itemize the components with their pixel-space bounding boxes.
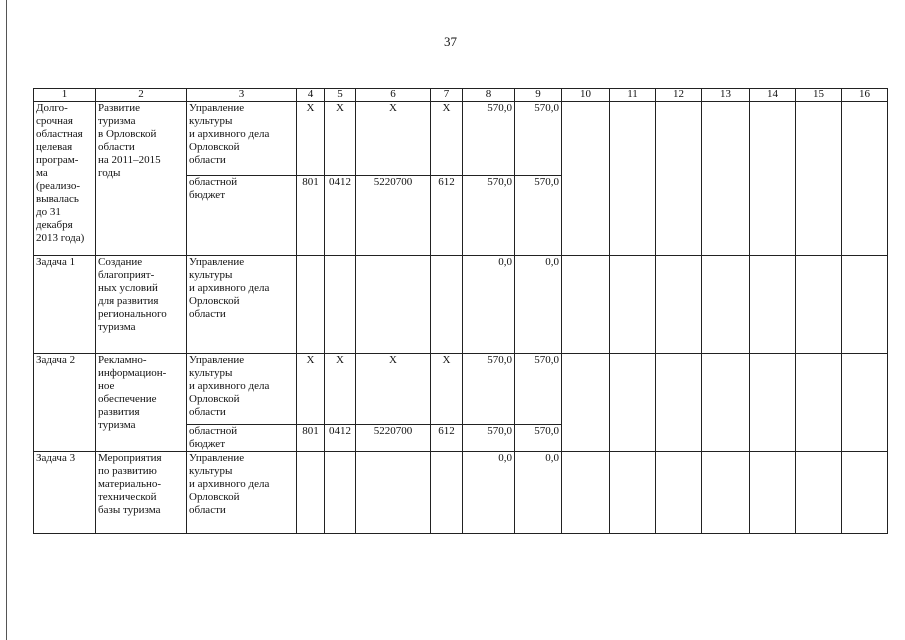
table-row [34, 256, 888, 354]
col-header: 2 [96, 89, 187, 102]
row-title: Мероприятия по развитию материально- технической базы туризма [96, 452, 187, 534]
responsible-cell: Управление культуры и архивного дела Орловской области [187, 256, 297, 354]
header-row [34, 89, 888, 102]
col-header: 5 [325, 89, 356, 102]
cell [610, 102, 656, 256]
col-header: 11 [610, 89, 656, 102]
cell [750, 452, 796, 534]
cell [610, 354, 656, 452]
row-label: Задача 3 [34, 452, 96, 534]
cell: 801 [297, 176, 325, 256]
row-label: Долго- срочная областная целевая програм- ма (реализо- вывалась до 31 декабря 2013 года) [34, 102, 96, 256]
cell: 570,0 [515, 354, 562, 425]
table-row [34, 354, 888, 425]
col-header: 9 [515, 89, 562, 102]
col-header: 15 [796, 89, 842, 102]
col-header: 1 [34, 89, 96, 102]
cell: Х [356, 354, 431, 425]
cell [610, 452, 656, 534]
row-label: Задача 1 [34, 256, 96, 354]
cell: Х [431, 354, 463, 425]
page-left-border [6, 0, 7, 640]
cell [702, 256, 750, 354]
cell [656, 452, 702, 534]
cell [750, 256, 796, 354]
row-title: Рекламно- информацион- ное обеспечение развития туризма [96, 354, 187, 452]
col-header: 4 [297, 89, 325, 102]
cell: 570,0 [463, 176, 515, 256]
cell [297, 256, 325, 354]
cell [325, 256, 356, 354]
col-header: 16 [842, 89, 888, 102]
cell: Х [356, 102, 431, 176]
cell [656, 256, 702, 354]
cell [356, 256, 431, 354]
cell: 570,0 [515, 425, 562, 452]
cell [325, 452, 356, 534]
cell [842, 452, 888, 534]
cell [562, 102, 610, 256]
row-label: Задача 2 [34, 354, 96, 452]
cell: 570,0 [515, 102, 562, 176]
responsible-cell: областной бюджет [187, 425, 297, 452]
col-header: 10 [562, 89, 610, 102]
cell [796, 452, 842, 534]
cell [656, 102, 702, 256]
col-header: 8 [463, 89, 515, 102]
col-header: 13 [702, 89, 750, 102]
cell [750, 354, 796, 452]
col-header: 6 [356, 89, 431, 102]
row-title: Развитие туризма в Орловской области на 2011–2015 годы [96, 102, 187, 256]
table-row [34, 102, 888, 176]
cell: 570,0 [515, 176, 562, 256]
cell: 801 [297, 425, 325, 452]
cell [842, 102, 888, 256]
cell [562, 452, 610, 534]
cell: Х [297, 354, 325, 425]
cell: 0,0 [463, 452, 515, 534]
cell [796, 102, 842, 256]
responsible-cell: Управление культуры и архивного дела Орловской области [187, 102, 297, 176]
cell [702, 354, 750, 452]
cell [702, 102, 750, 256]
cell: Х [325, 354, 356, 425]
responsible-cell: Управление культуры и архивного дела Орловской области [187, 452, 297, 534]
cell [796, 256, 842, 354]
cell: 5220700 [356, 425, 431, 452]
table-row [34, 452, 888, 534]
responsible-cell: Управление культуры и архивного дела Орловской области [187, 354, 297, 425]
cell [750, 102, 796, 256]
cell: 570,0 [463, 425, 515, 452]
cell [610, 256, 656, 354]
col-header: 12 [656, 89, 702, 102]
cell: 612 [431, 425, 463, 452]
budget-table [33, 88, 888, 534]
cell: 570,0 [463, 102, 515, 176]
cell [702, 452, 750, 534]
cell [842, 256, 888, 354]
cell: Х [297, 102, 325, 176]
col-header: 3 [187, 89, 297, 102]
cell: 0,0 [515, 452, 562, 534]
cell: 0412 [325, 425, 356, 452]
cell [656, 354, 702, 452]
responsible-cell: областной бюджет [187, 176, 297, 256]
cell [562, 354, 610, 452]
row-title: Создание благоприят- ных условий для развития регионального туризма [96, 256, 187, 354]
cell [842, 354, 888, 452]
cell: 612 [431, 176, 463, 256]
cell [562, 256, 610, 354]
page-number: 37 [444, 34, 457, 49]
cell [356, 452, 431, 534]
cell [796, 354, 842, 452]
cell: 5220700 [356, 176, 431, 256]
cell: Х [431, 102, 463, 176]
cell: 570,0 [463, 354, 515, 425]
cell: 0,0 [515, 256, 562, 354]
cell [431, 452, 463, 534]
cell: 0412 [325, 176, 356, 256]
col-header: 14 [750, 89, 796, 102]
col-header: 7 [431, 89, 463, 102]
cell [297, 452, 325, 534]
cell: Х [325, 102, 356, 176]
cell [431, 256, 463, 354]
cell: 0,0 [463, 256, 515, 354]
